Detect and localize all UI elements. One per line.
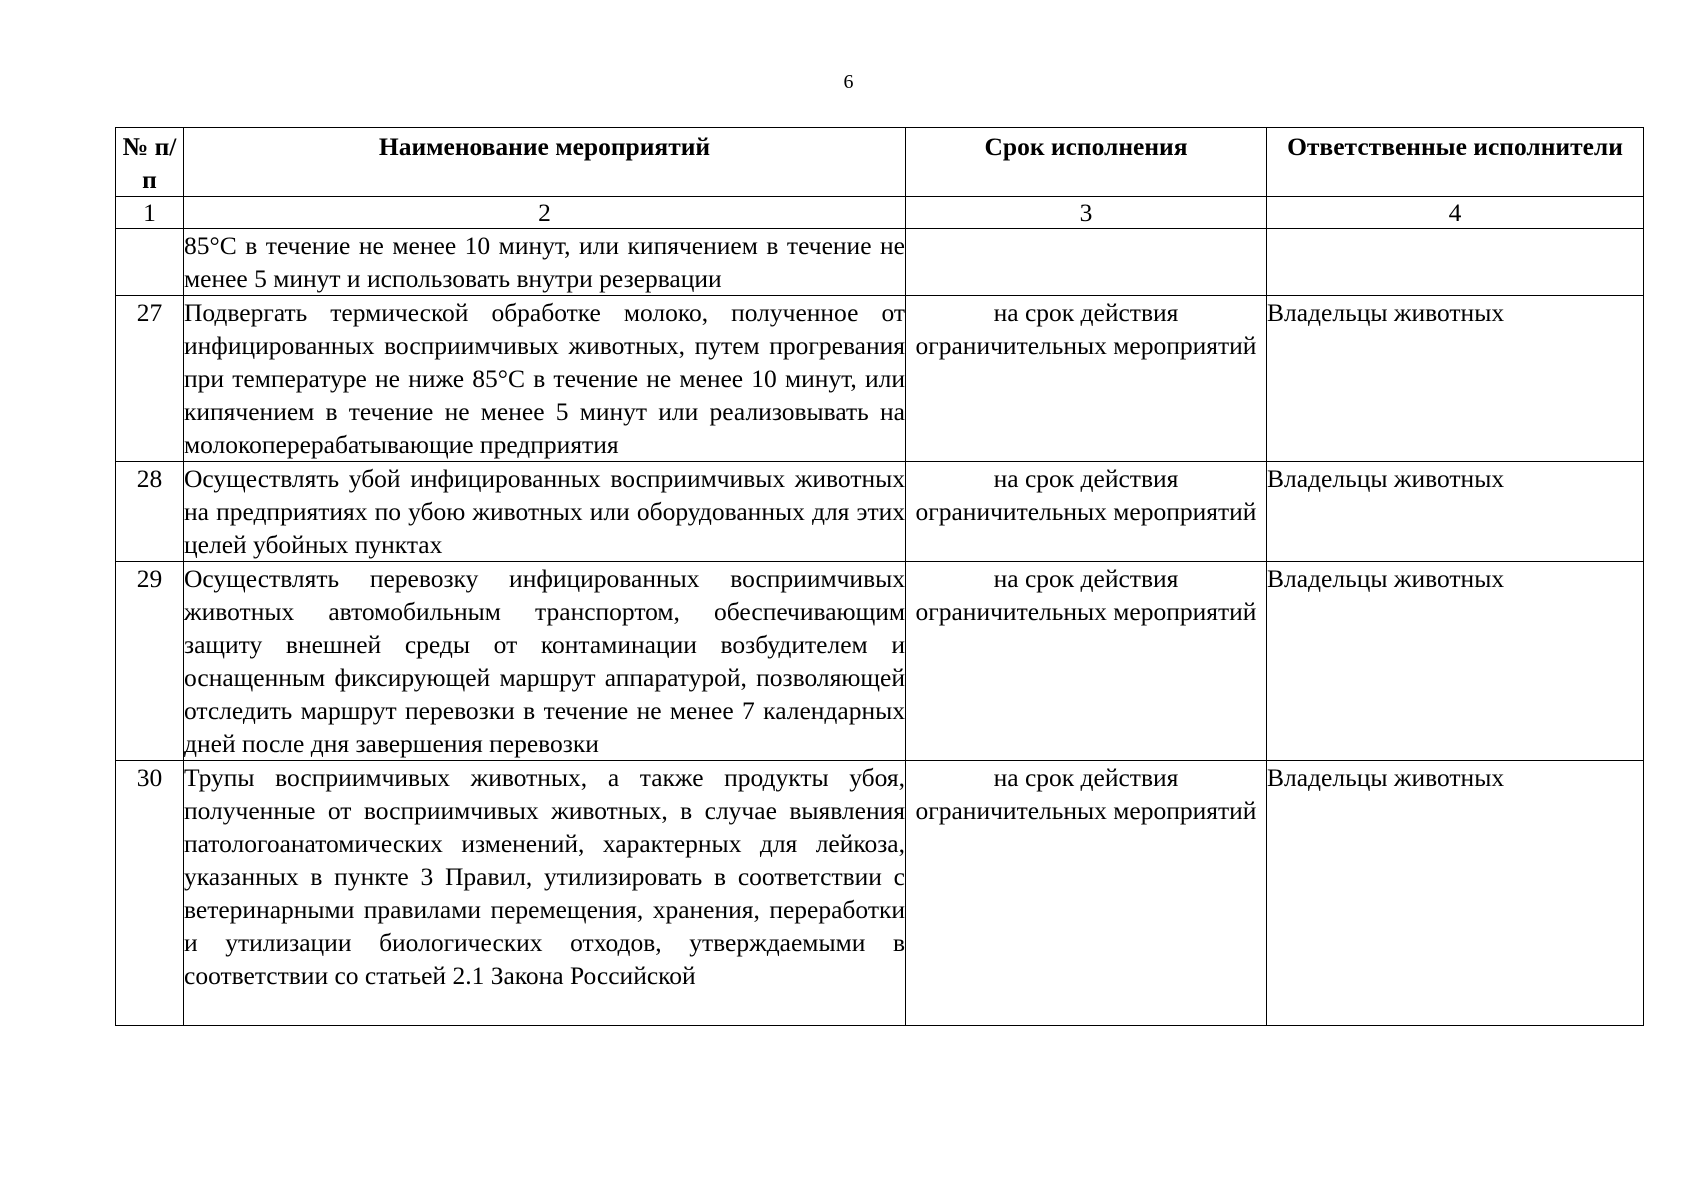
row-term: на срок действия ограничительных мероприятий <box>906 562 1267 761</box>
row-measure-text: Осуществлять убой инфицированных восприимчивых животных на предприятиях по убою животных или оборудованных для этих целей убойных пунктах <box>184 464 905 559</box>
row-measure <box>184 761 906 1026</box>
column-index-1: 1 <box>116 197 184 229</box>
row-responsible <box>1267 229 1644 296</box>
column-index-2: 2 <box>184 197 906 229</box>
table-row <box>116 562 1644 761</box>
row-responsible: Владельцы животных <box>1267 562 1644 761</box>
table-row <box>116 462 1644 562</box>
column-index-row <box>116 197 1644 229</box>
row-responsible: Владельцы животных <box>1267 462 1644 562</box>
row-measure-text: Осуществлять перевозку инфицированных восприимчивых животных автомобильным транспортом, обеспечивающим защиту внешней среды от контаминации возбудителем и оснащенным фиксирующей маршрут аппаратурой, позволяющей отследить маршрут перевозки в течение не менее 7 календарных дней после дня завершения перевозки <box>184 564 905 758</box>
header-term: Срок исполнения <box>906 128 1267 197</box>
row-number: 28 <box>116 462 184 562</box>
row-responsible: Владельцы животных <box>1267 296 1644 462</box>
table-row <box>116 229 1644 296</box>
row-term: на срок действия ограничительных мероприятий <box>906 761 1267 1026</box>
row-measure <box>184 229 906 296</box>
row-measure <box>184 462 906 562</box>
row-number: 29 <box>116 562 184 761</box>
row-term <box>906 229 1267 296</box>
table-row <box>116 296 1644 462</box>
header-number: № п/п <box>116 128 184 197</box>
row-number <box>116 229 184 296</box>
row-measure <box>184 562 906 761</box>
row-term: на срок действия ограничительных мероприятий <box>906 296 1267 462</box>
row-measure <box>184 296 906 462</box>
header-name: Наименование мероприятий <box>184 128 906 197</box>
row-term: на срок действия ограничительных мероприятий <box>906 462 1267 562</box>
column-index-4: 4 <box>1267 197 1644 229</box>
column-index-3: 3 <box>906 197 1267 229</box>
row-measure-text: Трупы восприимчивых животных, а также продукты убоя, полученные от восприимчивых животных, в случае выявления патологоанатомических изменений, характерных для лейкоза, указанных в пункте 3 Правил, утилизировать в соответствии с ветеринарными правилами перемещения, хранения, переработки и утилизации биологических отходов, утверждаемыми в соответствии со статьей 2.1 Закона Российской <box>184 763 905 990</box>
row-number: 27 <box>116 296 184 462</box>
table-header-row <box>116 128 1644 197</box>
row-measure-text: Подвергать термической обработке молоко, полученное от инфицированных восприимчивых животных, путем прогревания при температуре не ниже 85°С в течение не менее 10 минут, или кипячением в течение не менее 5 минут или реализовывать на молокоперерабатывающие предприятия <box>184 298 905 459</box>
table-row <box>116 761 1644 1026</box>
row-measure-text: 85°С в течение не менее 10 минут, или кипячением в течение не менее 5 минут и использовать внутри резервации <box>184 231 905 293</box>
header-responsible: Ответственные исполнители <box>1267 128 1644 197</box>
row-responsible: Владельцы животных <box>1267 761 1644 1026</box>
measures-table <box>115 127 1644 1026</box>
page-number: 6 <box>843 71 854 93</box>
row-number: 30 <box>116 761 184 1026</box>
